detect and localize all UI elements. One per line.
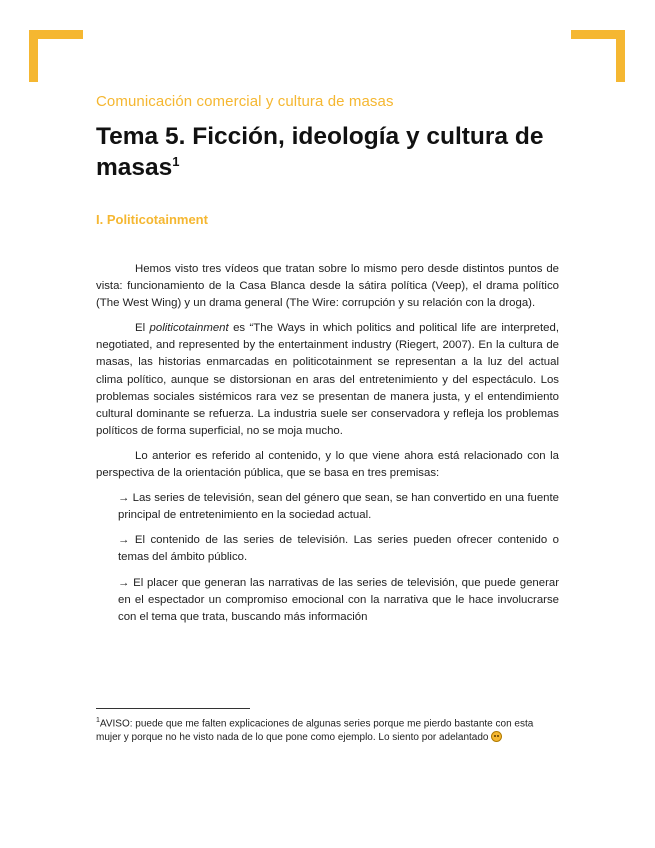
title-footnote-ref[interactable]: 1 [172, 153, 180, 169]
corner-bracket-top-right [571, 30, 625, 82]
corner-bracket-top-left [29, 30, 83, 82]
term-emphasis: politicotainment [149, 322, 229, 335]
sad-face-icon [491, 731, 502, 742]
list-item: → El placer que generan las narrativas de las series de televisión, que puede generar en el espectador un compromiso emocional con la narrativa que le hace involucrarse con el tema que trata, buscando más información [118, 576, 559, 623]
list-item: → Las series de televisión, sean del género que sean, se han convertido en una fuente principal de entretenimiento en la sociedad actual. [118, 492, 559, 522]
section-heading: I. Politicotainment [96, 212, 208, 227]
page-title-text: Tema 5. Ficción, ideología y cultura de masas [96, 123, 544, 181]
paragraph: Lo anterior es referido al contenido, y lo que viene ahora está relacionado con la perspectiva de la orientación pública, que se basa en tres premisas: [96, 449, 559, 480]
subject-heading: Comunicación comercial y cultura de masas [96, 93, 394, 110]
footnote [96, 714, 559, 744]
page-title [96, 121, 566, 183]
paragraph-text: es “The Ways in which politics and political life are interpreted, negotiated, and represented by the entertainment industry (Riegert, 2007). En la cultura de masas, las historias enmarcadas en politicotainment se representan a la luz del actual clima político, aunque se distorsionan en aras del entretenimiento y del espectáculo. Los problemas sociales sistémicos rara vez se presentan de manera justa, y el entendimiento cultural dominante se refuerza. La industria suele ser conservadora y refleja los problemas políticos de forma superficial, no se moja mucho. [96, 322, 559, 437]
paragraph: Hemos visto tres vídeos que tratan sobre lo mismo pero desde distintos puntos de vista: funcionamiento de la Casa Blanca desde la sátira política (Veep), el drama político (The West Wing) y un drama general (The Wire: corrupción y su relación con la droga). [96, 263, 559, 310]
paragraph [96, 320, 559, 440]
paragraph-text: El [135, 322, 150, 335]
footnote-text: AVISO: puede que me falten explicaciones de algunas series porque me pierdo bastante con esta mujer y porque no he visto nada de lo que pone como ejemplo. Lo siento por adelantado [96, 718, 534, 743]
footnote-divider [96, 708, 250, 709]
footnote-number: 1 [96, 717, 100, 724]
body-text [96, 261, 559, 634]
list-item: → El contenido de las series de televisión. Las series pueden ofrecer contenido o temas del ámbito público. [118, 534, 559, 564]
